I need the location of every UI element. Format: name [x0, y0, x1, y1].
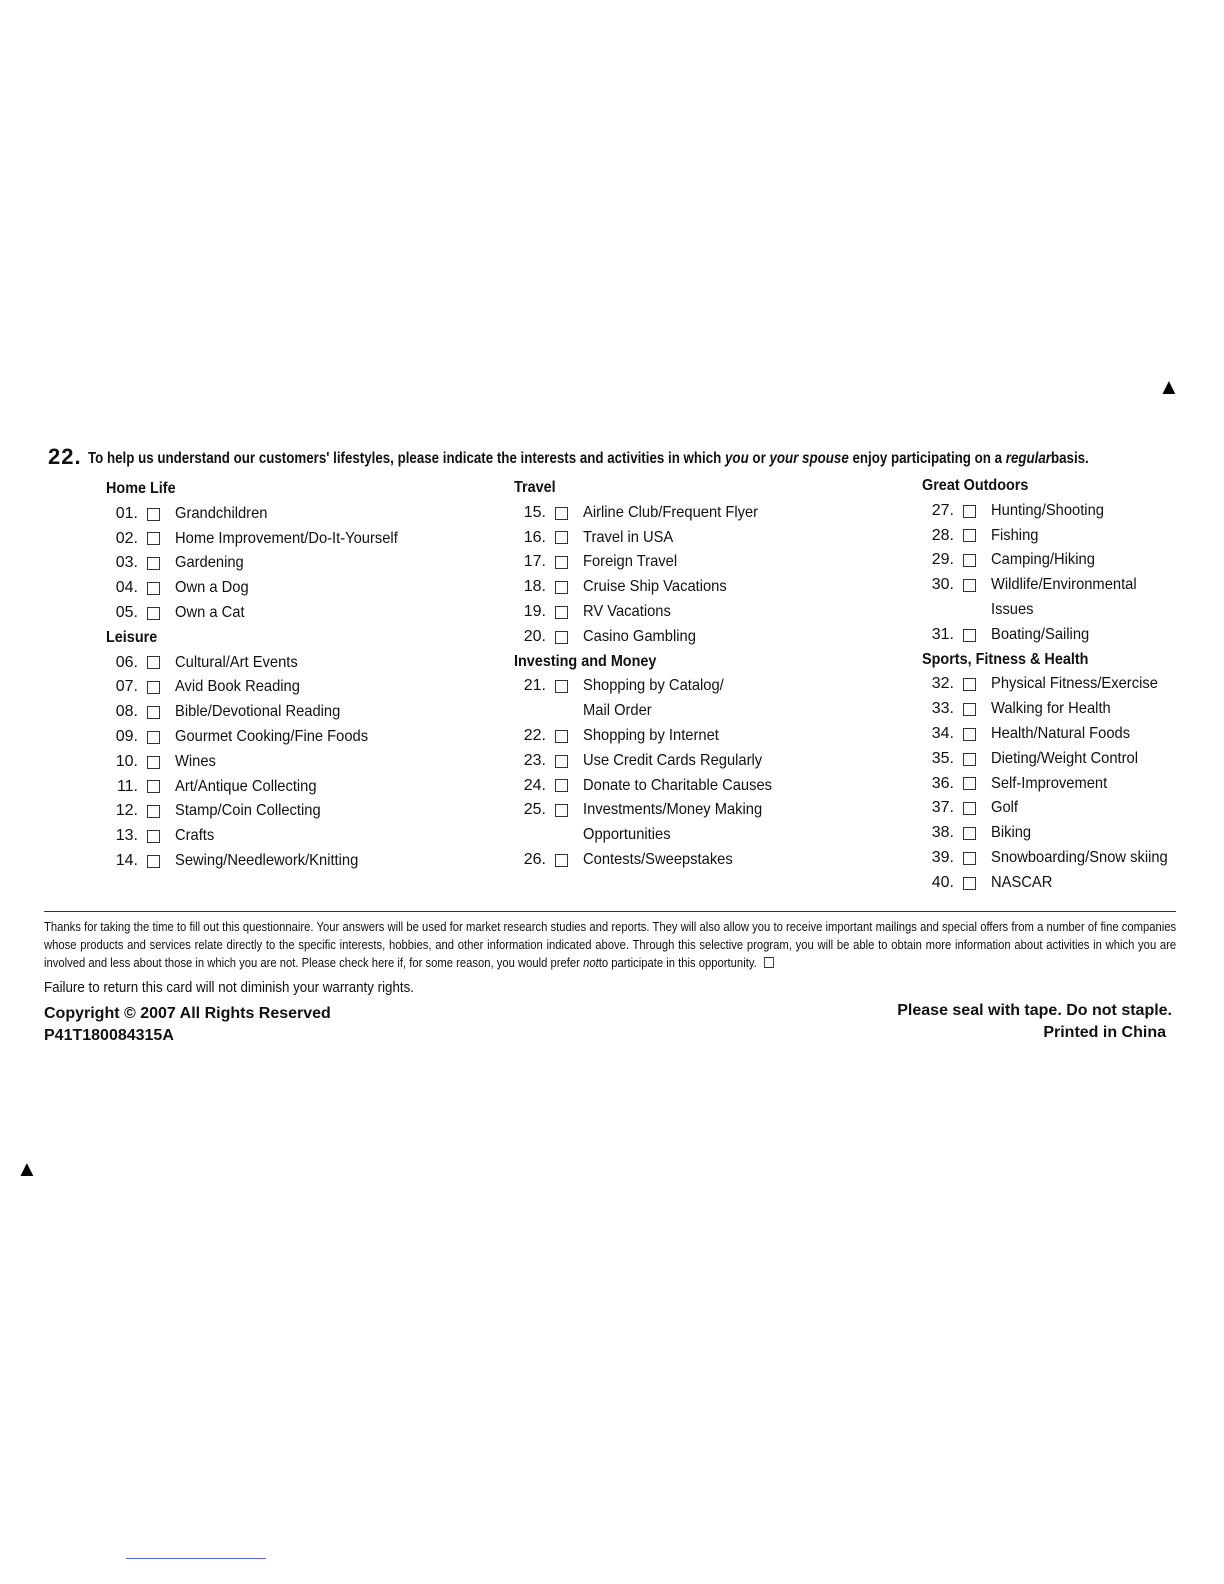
interest-checkbox[interactable] [963, 827, 976, 840]
item-label: Crafts [175, 827, 215, 845]
interest-checkbox[interactable] [147, 706, 160, 719]
interest-item[interactable] [106, 601, 417, 626]
interest-checkbox[interactable] [555, 755, 568, 768]
question-em-spouse: your spouse [769, 450, 849, 467]
interest-checkbox[interactable] [555, 804, 568, 817]
section-title: Travel [514, 479, 556, 496]
interest-item[interactable] [922, 821, 1183, 846]
interest-item[interactable] [922, 499, 1183, 524]
interest-checkbox[interactable] [963, 529, 976, 542]
item-label: Art/Antique Collecting [175, 777, 317, 795]
item-label: Donate to Charitable Causes [583, 776, 773, 794]
item-label: Wildlife/Environmental [991, 576, 1137, 594]
item-label: Health/Natural Foods [991, 724, 1131, 742]
interest-checkbox[interactable] [555, 730, 568, 743]
item-label: Opportunities [583, 826, 671, 844]
section-title: Leisure [106, 628, 158, 646]
fold-triangle-top-icon: ▲ [1158, 374, 1180, 399]
question-text-start: To help us understand our customers' lifestyles, please indicate the interests and activities in which [87, 450, 721, 467]
interest-checkbox[interactable] [963, 802, 976, 815]
item-number: 10. [115, 752, 138, 770]
interest-item[interactable] [106, 775, 417, 800]
item-label: Boating/Sailing [991, 625, 1090, 643]
interest-checkbox[interactable] [555, 779, 568, 792]
item-number: 14. [115, 851, 138, 869]
item-number: 16. [523, 528, 546, 546]
interest-checkbox[interactable] [147, 805, 160, 818]
privacy-notice [44, 918, 1176, 972]
interest-item[interactable] [106, 551, 417, 576]
interest-checkbox[interactable] [147, 756, 160, 769]
opt-out-checkbox[interactable] [764, 957, 774, 968]
item-number: 15. [523, 503, 546, 521]
interest-checkbox[interactable] [147, 656, 160, 669]
item-label: Avid Book Reading [175, 678, 300, 696]
item-label: Issues [991, 600, 1034, 618]
item-number: 37. [931, 799, 954, 817]
interest-item-continuation [514, 823, 788, 848]
interest-item[interactable] [514, 749, 788, 774]
item-number: 13. [115, 827, 138, 845]
interest-checkbox[interactable] [555, 531, 568, 544]
item-label: Investments/Money Making [583, 801, 763, 819]
item-label: Hunting/Shooting [991, 501, 1104, 519]
item-number: 07. [115, 678, 138, 696]
interest-item[interactable] [514, 600, 788, 625]
interest-item[interactable] [514, 798, 788, 823]
interest-checkbox[interactable] [147, 532, 160, 545]
item-label: Gardening [175, 554, 244, 572]
item-number: 08. [115, 703, 138, 721]
item-number: 01. [115, 504, 138, 522]
interest-checkbox[interactable] [147, 508, 160, 521]
item-label: Dieting/Weight Control [991, 749, 1138, 767]
part-code: P41T180084315A [44, 1027, 174, 1044]
item-label: Casino Gambling [583, 627, 696, 645]
item-label: Use Credit Cards Regularly [583, 751, 763, 769]
interest-checkbox[interactable] [147, 607, 160, 620]
interest-item[interactable] [514, 724, 788, 749]
interest-checkbox[interactable] [147, 582, 160, 595]
item-label: Shopping by Catalog/ [583, 677, 724, 695]
interest-checkbox[interactable] [147, 830, 160, 843]
interest-item[interactable] [514, 575, 788, 600]
item-number: 39. [931, 848, 954, 866]
item-number: 09. [115, 727, 138, 745]
item-label: Own a Cat [175, 603, 245, 621]
item-number: 19. [523, 602, 546, 620]
interest-checkbox[interactable] [555, 556, 568, 569]
interest-checkbox[interactable] [555, 631, 568, 644]
printed-in: Printed in China [1043, 1024, 1166, 1041]
interest-item[interactable] [106, 824, 417, 849]
item-number: 02. [115, 529, 138, 547]
item-label: Home Improvement/Do-It-Yourself [175, 529, 398, 547]
interest-item[interactable] [922, 722, 1183, 747]
interest-item[interactable] [922, 672, 1183, 697]
interest-checkbox[interactable] [963, 728, 976, 741]
item-number: 26. [523, 850, 546, 868]
interest-checkbox[interactable] [147, 557, 160, 570]
interest-item[interactable] [106, 502, 417, 527]
interest-checkbox[interactable] [963, 554, 976, 567]
item-label: Cultural/Art Events [175, 653, 298, 671]
interest-checkbox[interactable] [555, 854, 568, 867]
interest-item[interactable] [514, 848, 788, 873]
interest-item[interactable] [106, 527, 417, 552]
interest-item[interactable] [922, 573, 1183, 598]
interest-item-continuation [514, 699, 788, 724]
item-label: Foreign Travel [583, 553, 678, 571]
interest-checkbox[interactable] [555, 507, 568, 520]
item-label: Sewing/Needlework/Knitting [175, 851, 359, 869]
section-title: Sports, Fitness & Health [922, 650, 1089, 668]
interest-checkbox[interactable] [963, 629, 976, 642]
interest-item[interactable] [922, 623, 1183, 648]
interest-item[interactable] [922, 697, 1183, 722]
fold-triangle-bottom-icon: ▲ [16, 1156, 38, 1181]
item-number: 03. [115, 554, 138, 572]
item-label: Camping/Hiking [991, 551, 1095, 569]
notice-text-end: to participate in this opportunity. [598, 956, 757, 970]
interest-checkbox[interactable] [963, 777, 976, 790]
interest-item[interactable] [106, 750, 417, 775]
item-label: Airline Club/Frequent Flyer [583, 503, 759, 521]
item-label: NASCAR [991, 873, 1053, 891]
item-number: 40. [931, 873, 954, 891]
interest-checkbox[interactable] [555, 680, 568, 693]
item-number: 18. [523, 578, 546, 596]
section-title: Great Outdoors [922, 477, 1029, 494]
item-number: 31. [931, 625, 954, 643]
interest-checkbox[interactable] [963, 579, 976, 592]
interest-item[interactable] [922, 796, 1183, 821]
item-number: 36. [931, 774, 954, 792]
interest-checkbox[interactable] [963, 753, 976, 766]
item-label: Grandchildren [175, 504, 268, 522]
interest-checkbox[interactable] [963, 877, 976, 890]
question-em-regular: regular [1005, 450, 1051, 467]
item-label: Own a Dog [175, 579, 249, 597]
item-label: Physical Fitness/Exercise [991, 675, 1158, 693]
interest-checkbox[interactable] [963, 852, 976, 865]
item-label: Contests/Sweepstakes [583, 850, 733, 868]
item-number: 24. [523, 776, 546, 794]
question-text [88, 450, 1089, 468]
interest-item[interactable] [106, 576, 417, 601]
warranty-note: Failure to return this card will not diminish your warranty rights. [44, 980, 414, 996]
interest-item[interactable] [514, 774, 788, 799]
interest-checkbox[interactable] [555, 581, 568, 594]
interest-checkbox[interactable] [147, 681, 160, 694]
item-label: Cruise Ship Vacations [583, 578, 727, 596]
item-number: 35. [931, 749, 954, 767]
item-label: Snowboarding/Snow skiing [991, 848, 1168, 866]
item-number: 05. [115, 603, 138, 621]
item-label: Stamp/Coin Collecting [175, 802, 321, 820]
interest-item[interactable] [106, 849, 417, 874]
item-label: RV Vacations [583, 602, 671, 620]
seal-instruction: Please seal with tape. Do not staple. [897, 1002, 1172, 1019]
item-number: 25. [523, 801, 546, 819]
section-title: Home Life [106, 480, 176, 497]
interest-column-2 [514, 476, 788, 873]
bottom-edge-line [126, 1558, 266, 1559]
copyright: Copyright © 2007 All Rights Reserved [44, 1005, 331, 1022]
item-label: Bible/Devotional Reading [175, 703, 341, 721]
item-label: Self-Improvement [991, 774, 1108, 792]
item-number: 34. [931, 724, 954, 742]
item-number: 32. [931, 675, 954, 693]
item-label: Fishing [991, 526, 1039, 544]
item-number: 30. [931, 576, 954, 594]
question-number: 22. [48, 444, 82, 469]
question-text-mid: enjoy participating on a [852, 450, 1002, 467]
interest-checkbox[interactable] [147, 855, 160, 868]
interest-item[interactable] [922, 871, 1183, 896]
notice-em-not: not [583, 956, 599, 970]
item-label: Golf [991, 799, 1018, 817]
item-label: Gourmet Cooking/Fine Foods [175, 727, 369, 745]
section-title: Investing and Money [514, 652, 657, 670]
interest-checkbox[interactable] [963, 703, 976, 716]
interest-checkbox[interactable] [555, 606, 568, 619]
interest-item[interactable] [106, 799, 417, 824]
interest-item[interactable] [514, 550, 788, 575]
interest-item[interactable] [922, 772, 1183, 797]
interest-item[interactable] [514, 501, 788, 526]
interest-checkbox[interactable] [963, 505, 976, 518]
interest-column-3 [922, 474, 1183, 896]
divider-rule [44, 911, 1176, 912]
interest-item[interactable] [514, 526, 788, 551]
item-label: Shopping by Internet [583, 726, 719, 744]
item-number: 29. [931, 551, 954, 569]
item-number: 23. [523, 751, 546, 769]
interest-checkbox[interactable] [147, 731, 160, 744]
interest-item[interactable] [106, 675, 417, 700]
item-number: 17. [523, 553, 546, 571]
item-number: 21. [523, 677, 546, 695]
item-number: 38. [931, 824, 954, 842]
item-label: Travel in USA [583, 528, 674, 546]
interest-item[interactable] [514, 674, 788, 699]
interest-item[interactable] [922, 747, 1183, 772]
question-22 [48, 444, 1188, 470]
interest-checkbox[interactable] [147, 780, 160, 793]
item-label: Mail Order [583, 702, 652, 720]
item-number: 12. [115, 802, 138, 820]
interest-item[interactable] [514, 625, 788, 650]
interest-item[interactable] [106, 725, 417, 750]
notice-text: Thanks for taking the time to fill out this questionnaire. Your answers will be used for market research studies and reports. They will also allow you to receive important mailings and special offers from a number of fine companies whose products and services relate directly to the specific interests, hobbies, and other information indicated above. Through this selective program, you will be able to obtain more information about activities in which you are involved and less about those in which you are not. Please check here if, for some reason, you would prefer [44, 920, 1177, 970]
interest-item-continuation [922, 598, 1183, 623]
interest-item[interactable] [106, 700, 417, 725]
interest-item[interactable] [922, 846, 1183, 871]
interest-item[interactable] [106, 651, 417, 676]
item-number: 04. [115, 579, 138, 597]
item-label: Biking [991, 824, 1032, 842]
item-number: 11. [116, 777, 138, 795]
item-label: Walking for Health [991, 700, 1111, 718]
item-number: 22. [523, 726, 546, 744]
item-number: 27. [931, 501, 954, 519]
interest-column-1 [106, 477, 417, 874]
question-text-end: basis. [1050, 450, 1089, 467]
item-number: 33. [931, 700, 954, 718]
item-number: 06. [115, 653, 138, 671]
question-text-or: or [752, 450, 766, 467]
interest-item[interactable] [922, 524, 1183, 549]
interest-checkbox[interactable] [963, 678, 976, 691]
question-em-you: you [724, 450, 749, 467]
item-label: Wines [175, 752, 216, 770]
interest-item[interactable] [922, 548, 1183, 573]
item-number: 20. [523, 627, 546, 645]
item-number: 28. [931, 526, 954, 544]
